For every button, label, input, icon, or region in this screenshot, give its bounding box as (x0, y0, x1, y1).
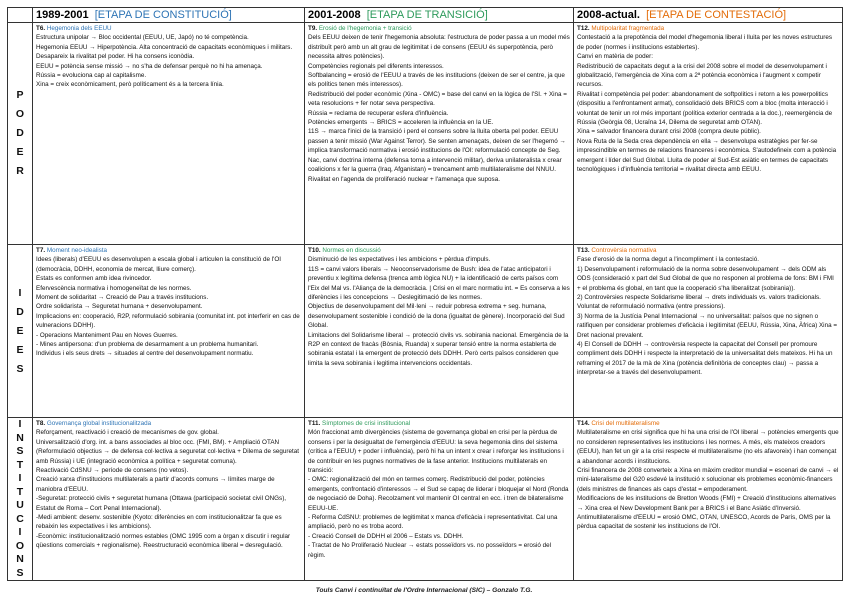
topic-title: Controvèrsia normativa (591, 247, 657, 254)
topic-paragraph: 3) Norma de la Justícia Penal Internacional → no universalitat: països que no signen o ratifiquen per considerar problemes d'eficàcia i legitimitat (EEUU, Rússia, Xina, Àfrica) Xina = Dret nacional prevalent. (577, 312, 838, 339)
topic-paragraph: 11S = canvi valors liberals → Neoconservadorisme de Bush: idea de l'atac anticipatori i preventiu x legítima defensa (trenca amb lògica NU) + la identificació de certs països com l'Eix del Mal vs. l'Aliança de la democràcia. | Crisi en el marc normatiu int. = Es conserva a les diferències i les concepcions → Deslegitimació de les normes. (308, 265, 570, 302)
topic-title: Erosió de l'hegemonia + transició (318, 25, 412, 32)
etapa-label: [ETAPA DE CONSTITUCIÓ] (94, 9, 232, 21)
topic-heading (308, 246, 570, 255)
row-label-letter: N (16, 553, 24, 565)
topic-cell-t10 (305, 245, 574, 418)
topic-paragraph: Efervescència normativa i homogeneïtat de les normes. (36, 284, 192, 292)
row-label-letter: C (16, 512, 24, 525)
topic-cell-t8 (33, 418, 305, 581)
topic-heading (36, 24, 301, 33)
topic-title: Normes en discussió (322, 247, 381, 254)
topic-paragraph: Ordre solidarista → Seguretat humana + desenvolupament. (36, 303, 203, 311)
topic-title: Multipolaritat fragmentada (591, 25, 665, 32)
row-label-letter: T (16, 485, 24, 498)
topic-paragraph: Softbalancing = erosió de l'EEUU a través de les institucions (deixen de ser el centre, ja que els polítics tenen més interessos). (308, 72, 565, 89)
topic-paragraph: Reforçament, reactivació i creació de mecanismes de gov. global. (36, 429, 219, 437)
topic-number: T11. (308, 420, 321, 427)
row-label-letter: I (18, 286, 22, 299)
topic-heading (577, 24, 839, 33)
topic-number: T6. (36, 25, 46, 32)
topic-paragraph: Estructura unipolar → Bloc occidental (EEUU, UE, Japó) no té competència. (36, 34, 249, 42)
topic-heading (577, 419, 839, 428)
row-label-institucions (8, 418, 33, 581)
row-poder (8, 23, 843, 245)
topic-paragraph: Objectius de desenvolupament del Mil·leni → reduir pobresa extrema + seg. humana, desenvolupament sostenible i condició de la dona (igualtat de gènere). Incorporació del Sud Global. (308, 303, 565, 330)
topic-cell-t14 (574, 418, 843, 581)
row-label-letter: T (16, 458, 24, 471)
topic-paragraph: Individus i els seus drets → situades al centre del desenvolupament normatiu. (36, 350, 254, 358)
row-label-letter: S (16, 445, 24, 457)
topic-paragraph: Antimultilateralisme d'EEUU = erosió OMC, OTAN, UNESCO, Acords de París, OMS per la pèrdua capacitat de sostenir les institucions de l'OI. (577, 514, 831, 531)
topic-paragraph: 4) El Consell de DDHH → controvèrsia respecte la capacitat del Consell per promoure compliment dels DDHH i respecte la interpretació de la universalitat dels mateixos. Hi ha un reframing el 2017 de la mà de Xina (potència definitòria de conceptes clau) → passa a interpretar-se a través del desenvolupament. (577, 341, 833, 377)
summary-sheet (7, 7, 842, 581)
topic-paragraph: Contestació a la prepotència del model d'hegemonia liberal i lluita per les noves estructures de poder (normes i institucions establertes). (577, 34, 832, 51)
topic-paragraph: Dels EEUU deixen de tenir l'hegemonia absoluta: l'estructura de poder passa a un model més distribuït però amb un alt grau de legitimitat i de consens (EEUU és superpotència, però necessita altres potències). (308, 34, 570, 61)
row-label-letter: D (16, 305, 24, 318)
topic-paragraph: Reactivació CdSNU → període de consens (no vetos). (36, 467, 189, 475)
topic-number: T8. (36, 420, 46, 427)
row-label-letter: D (16, 127, 24, 139)
topic-paragraph: Estats es conformen amb idea rivincedor. (36, 275, 152, 283)
row-institucions (8, 418, 843, 581)
topic-cell-t7 (33, 245, 305, 418)
header-col-2: 2001-2008 [ETAPA DE TRANSICIÓ] (305, 8, 574, 23)
topic-heading (308, 24, 570, 33)
row-label-letter: P (16, 89, 24, 101)
topic-paragraph: Fase d'erosió de la norma degut a l'incompliment i la contestació. (577, 256, 759, 264)
topic-paragraph: Rússia = evoluciona cap al capitalisme. (36, 72, 147, 80)
topic-paragraph: 1) Desenvolupament i reformulació de la norma sobre desenvolupament → dels ODM als ODS (consideració x part del Sud Global de que no responen al problema de fons: BM i FMI + el problema és global, en tant que la cooperació s'ha liberalitzat (sobirania)). (577, 265, 834, 292)
topic-paragraph: Crisi financera de 2008 converteix a Xina en màxim creditor mundial = escenari de canvi → el mini-lateralisme del G20 esdevé la institució x solucionar els problemes econòmic-financers (dels ministres de finances als caps d'estat = empoderament. (577, 467, 839, 493)
topic-cell-t12 (574, 23, 843, 245)
topic-paragraph: Limitacions del Solidarisme liberal → protecció civils vs. sobirania nacional. Emergència de la R2P en context de fracàs (Bòsnia, Ruanda) x superar tensió entre la norma establerta de sobirania estatal i la emergent de protecció dels DDHH. Però certs països consideren que limita la seva sobirania i legitima intervencions occidentals. (308, 331, 569, 367)
topic-paragraph: - Operacions Manteniment Pau en Noves Guerres. (36, 331, 178, 339)
topic-paragraph: Rivalitat en l'agenda de proliferació nuclear + l'amenaça que suposa. (308, 175, 500, 183)
topic-paragraph: 2) Controvèrsies respecte Solidarisme liberal → drets individuals vs. valors tradicionals. Voluntat de reformulació normativa (entre pressions). (577, 294, 821, 311)
footer-caption: Touls Canvi i continuïtat de l'Ordre Internacional (SIC) – Gonzalo T.G. (315, 587, 533, 594)
row-label-poder (8, 23, 33, 245)
header-row (8, 8, 843, 23)
summary-table (7, 7, 843, 581)
row-label-letter: I (18, 418, 22, 430)
topic-paragraph: Canvi en matèria de poder: (577, 53, 653, 61)
topic-paragraph: Xina = creix econòmicament, però políticament és a la tercera línia. (36, 81, 224, 89)
topic-paragraph: Rússia = reclama de recuperar esfera d'influència. (308, 109, 449, 117)
topic-paragraph: 11S → marca l'inici de la transició i perd el consens sobre la lluita oberta pel poder. EEUU passen a tenir missió (War Against Terror). Se senten amenaçats, deixen de ser l'hegemó → implica transformació normativa i erosió institucions de l'OI: reformulació concepte de Seg. Nac, canvi doctrina interna (defensa torna a intervenció militar), deriva unilateralista x crear coalicions x fer la guerra (Iraq, Afganistan) = trencament amb multilateralisme del NNUU. (308, 128, 566, 174)
topic-title: Moment neo-idealista (46, 247, 108, 254)
topic-paragraph: Nova Ruta de la Seda crea dependència en ella → desenvolupa estratègies per fer-se imprescindible en termes de relacions financeres i econòmica. S'autodefineix com a potència emergent i líder del Sud Global. Lluita de poder al Sud-Est asiàtic en termes de capacitats tecnològiques i d'influència territorial = rivalitat directa amb EEUU. (577, 137, 837, 174)
topic-number: T14. (577, 420, 590, 427)
topic-paragraph: Disminució de les expectatives i les ambicions + pèrdua d'impuls. (308, 256, 491, 264)
row-label-letter: R (16, 165, 24, 177)
row-label-idees (8, 245, 33, 418)
topic-cell-t11 (305, 418, 574, 581)
topic-paragraph: - Tractat de No Proliferació Nuclear → estats posseïdors vs. no posseïdors = erosió del règim. (308, 542, 552, 559)
row-label-letter: U (16, 499, 24, 511)
topic-paragraph: - Reforma CdSNU: problemes de legitimitat x manca d'eficàcia i representativitat. Cal una ampliació, però no es troba acord. (308, 514, 558, 531)
corner-cell (8, 8, 33, 23)
topic-cell-t6 (33, 23, 305, 245)
etapa-label: [ETAPA DE TRANSICIÓ] (366, 9, 488, 21)
topic-paragraph: Redistribució de capacitats degut a la crisi del 2008 sobre el model de desenvolupament i globalització, l'emergència de Xina com a 2ª potència econòmica i l'augment x competir recursos. (577, 62, 827, 89)
row-label-letter: I (18, 526, 22, 538)
topic-paragraph: Món fraccionat amb divergències (sistema de governança global en crisi per la pèrdua de consens i per la desigualtat de l'emergència d'EEUU: la seva hegemonia dins del sistema (crítica a l'EEUU) + poder i influència), però hi ha un intent x crear i reforçar les institucions i de contribuir en les pugnes normatives de la fase anterior. Institucions multilaterals en transició: (308, 429, 564, 475)
topic-heading (577, 246, 839, 255)
topic-paragraph: Creació xarxa d'institucions multilaterals a partir d'acords comuns → límites marge de maniobra d'EEUU. (36, 476, 275, 493)
topic-paragraph: Modificacions de les institucions de Bretton Woods (FMI) + Creació d'institucions alternatives → Xina crea el New Development Bank per a BRICS i el Banc Asiàtic d'Inversió. (577, 495, 836, 512)
topic-number: T9. (308, 25, 318, 32)
topic-cell-t9 (305, 23, 574, 245)
topic-paragraph: -Seguretat: protecció civils + seguretat humana (Ottawa (participació societat civil ONGs), Estatut de Roma – Cort Penal Internacional). (36, 495, 287, 512)
topic-heading (36, 246, 301, 255)
topic-paragraph: Multilateralisme en crisi significa que hi ha una crisi de l'OI liberal → potències emergents que no consideren representatives les institucions i les normes. A més, els mateixos creadors (EEUU), han fet un gir a la crisi respecte el multilateralisme (no els afavoreix) i han començat a abandonar acords i institucions. (577, 429, 839, 465)
row-label-letter: N (16, 431, 24, 444)
topic-paragraph: - OMC: regionalització del món en termes comerç. Redistribució del poder, potències emergents, confrontació d'interessos → el Sud se capaç de liderar i bloquejar el Nord (Ronda de negociació de Doha). Recolzament vol mantenir OI central en ecc. i tren de bilateralisme EEUU-UE. (308, 476, 569, 512)
row-label-letter: O (15, 108, 25, 120)
topic-paragraph: Moment de solidaritat → Creació de Pau a través institucions. (36, 294, 209, 302)
topic-heading (36, 419, 301, 428)
row-label-letter: S (16, 566, 24, 579)
topic-paragraph: Desapareix la rivalitat pel poder. Hi ha consens iconòdia. (36, 53, 195, 61)
topic-paragraph: - Mines antipersona: d'un problema de desarmament a un problema humanitari. (36, 341, 259, 349)
topic-heading (308, 419, 570, 428)
topic-paragraph: Idees (liberals) d'EEUU es desenvolupen a escala global i articulen la constitució de l'OI (democràcia, DDHH, economia de mercat, lliure comerç). (36, 256, 281, 273)
topic-number: T12. (577, 25, 590, 32)
row-label-letter: E (16, 343, 24, 356)
topic-paragraph: -Medi ambient: desenv. sostenible (Kyoto: diferències en com institucionalitzar fa que es rebaixin les expectatives i les ambicions). (36, 514, 282, 531)
row-idees (8, 245, 843, 418)
row-label-letter: S (16, 362, 24, 375)
header-col-1: 1989-2001 [ETAPA DE CONSTITUCIÓ] (33, 8, 305, 23)
topic-paragraph: -Econòmic: institucionalització normes estables (OMC 1995 com a òrgan x discutir i regular qüestions comercials + regionalisme). Reestructuració econòmica liberal = desregulació. (36, 532, 291, 550)
topic-number: T7. (36, 247, 46, 254)
topic-paragraph: Hegemonia EEUU → Hiperpotència. Alta concentració de capacitats econòmiques i militars. (36, 43, 293, 51)
topic-paragraph: Universalització d'org. int. a bans associades al bloc occ. (FMI, BM). + Ampliació OTAN (Reformulació objectius → de defensa col·lectiva a seguretat col·lectiva + Dilema de seguretat amb Rússia) i UE (integració econòmica a política + seguretat comuna). (36, 438, 300, 465)
topic-paragraph: EEUU = potència sense missió → no s'ha de defensar perquè no hi ha amenaça. (36, 62, 263, 70)
topic-paragraph: Rivalitat i competència pel poder: abandonament de softpolitics i retorn a les powerpolitics (dispositiu a l'enfrontament armat), consolidació dels BRICS com a bloc (molta interacció i voluntat de tenir un rol més important (política exterior centrada a la doc.), reemergència de Rússia (Geòrgia 08, Ucraïna 14, Dilema de seguretat amb OTAN). (577, 90, 833, 127)
etapa-label: [ETAPA DE CONTESTACIÓ] (646, 9, 787, 21)
topic-paragraph: Redistribució del poder econòmic (Xina - OMC) = base del canvi en la lògica de l'SI. + Xina = veta resolucions + fer notar seva perspectiva. (308, 90, 567, 108)
topic-cell-t13 (574, 245, 843, 418)
row-label-letter: I (18, 472, 22, 484)
row-label-letter: E (16, 324, 24, 337)
topic-number: T10. (308, 247, 321, 254)
topic-paragraph: Xina = salvador financera durant crisi 2008 (compra deute públic). (577, 128, 761, 136)
topic-number: T13. (577, 247, 590, 254)
topic-paragraph: - Creació Consell de DDHH el 2006 – Estats vs. DDHH. (308, 532, 464, 540)
topic-title: Símptomes de crisi institucional (322, 420, 411, 427)
topic-title: Hegemonia dels EEUU (46, 25, 112, 32)
topic-title: Crisi del multilateralisme (591, 420, 660, 427)
header-col-3: 2008-actual. [ETAPA DE CONTESTACIÓ] (574, 8, 843, 23)
row-label-letter: E (16, 146, 24, 158)
row-label-letter: O (15, 539, 25, 552)
topic-paragraph: Potències emergents → BRICS = acceleren la influència en la UE. (308, 119, 494, 127)
topic-paragraph: Competències regionals pel diferents interessos. (308, 62, 444, 70)
topic-title: Governança global institucionalitzada (46, 420, 152, 427)
topic-paragraph: Implicacions en: cooperació, R2P, reformulació sobirania (comunitat int. pot interferir en cas de vulneracions DDHH). (36, 312, 300, 330)
